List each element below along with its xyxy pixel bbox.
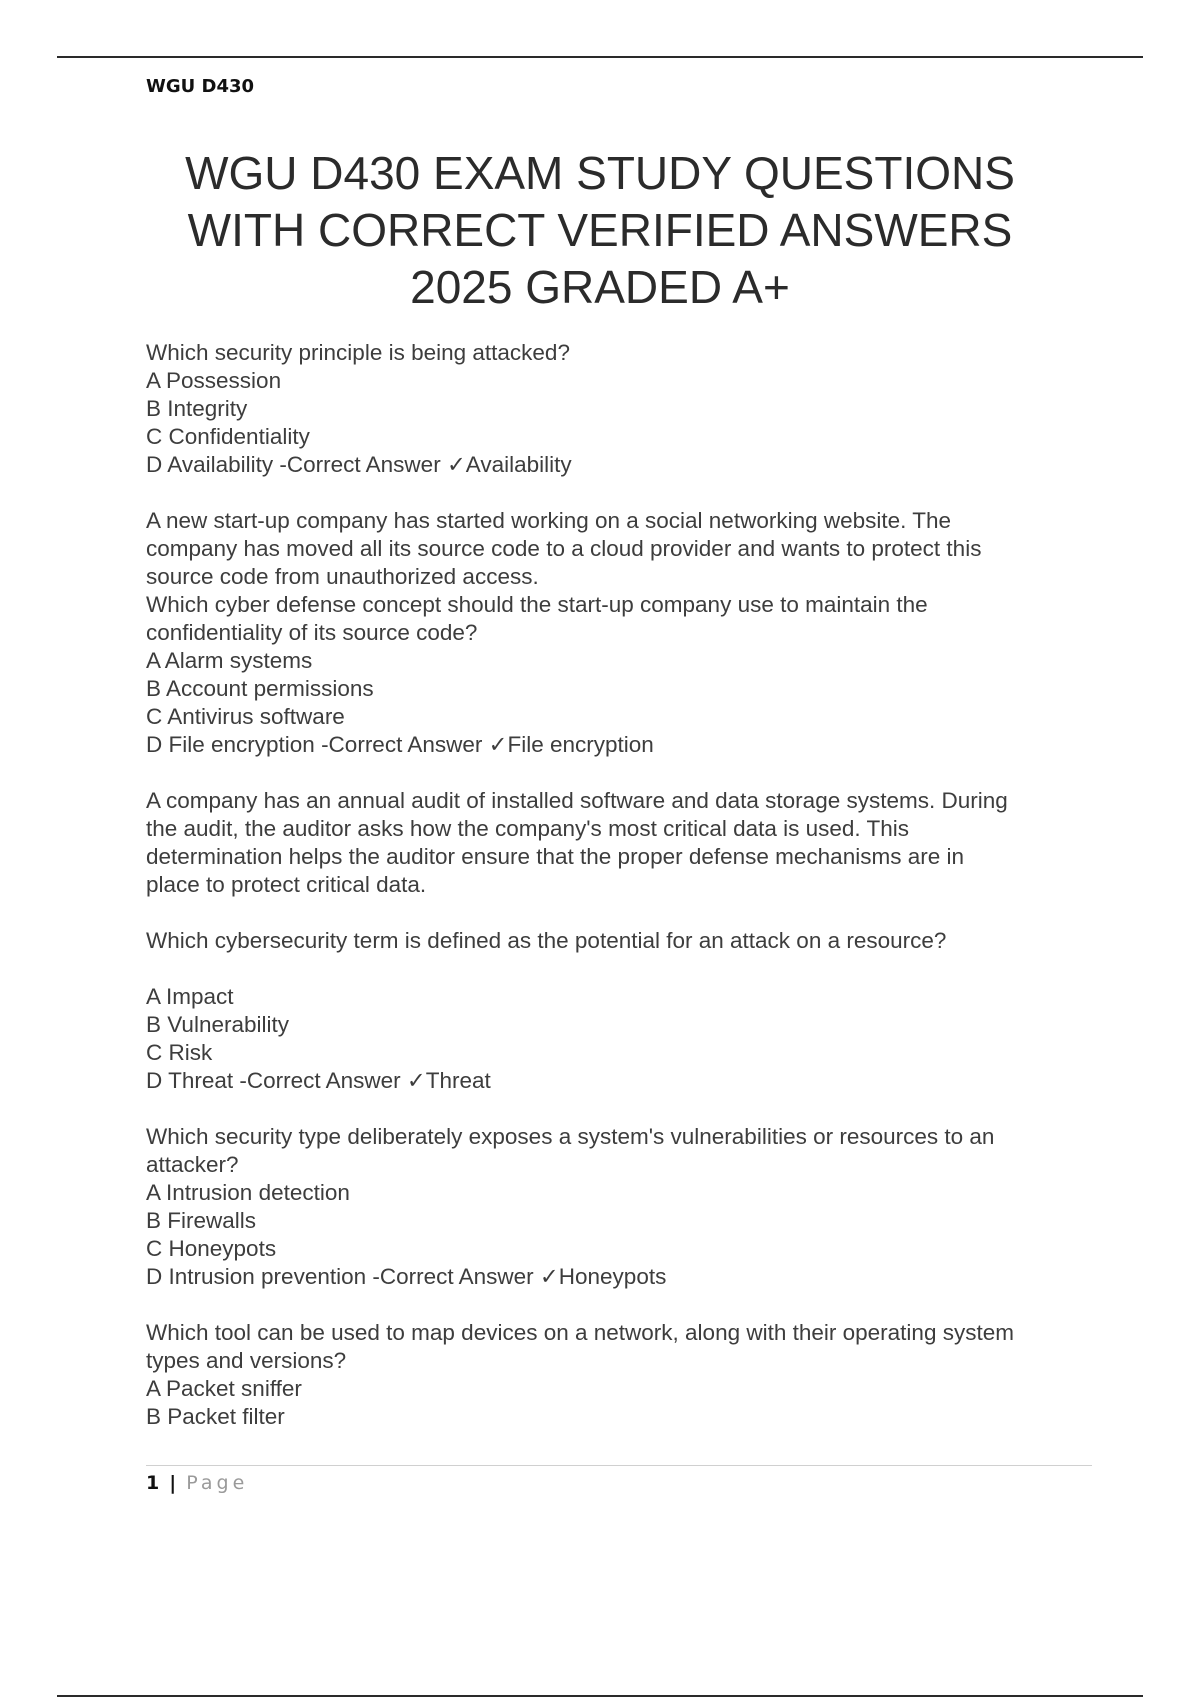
question-block	[146, 787, 1086, 1095]
answer-option: B Packet filter	[146, 1404, 285, 1429]
answer-option: C Honeypots	[146, 1236, 277, 1261]
question-block	[146, 339, 1086, 479]
page-bottom-rule	[57, 1695, 1143, 1697]
question-text: Which security type deliberately exposes a system's vulnerabilities or resources to an	[146, 1124, 995, 1149]
question-text: attacker?	[146, 1152, 239, 1177]
answer-option: B Vulnerability	[146, 1012, 289, 1037]
question-text: the audit, the auditor asks how the company's most critical data is used. This	[146, 816, 910, 841]
question-block	[146, 1319, 1086, 1431]
answer-option: C Confidentiality	[146, 424, 310, 449]
page-number: 1	[146, 1472, 160, 1494]
question-text: A new start-up company has started working on a social networking website. The	[146, 508, 952, 533]
question-text: A company has an annual audit of installed software and data storage systems. During	[146, 788, 1008, 813]
correct-answer-line: D File encryption -Correct Answer ✓File encryption	[146, 732, 654, 757]
answer-option: A Alarm systems	[146, 648, 313, 673]
correct-answer-line: D Threat -Correct Answer ✓Threat	[146, 1068, 491, 1093]
header-rule	[57, 56, 1143, 58]
question-text: Which cyber defense concept should the start-up company use to maintain the	[146, 592, 928, 617]
question-text: Which tool can be used to map devices on a network, along with their operating system	[146, 1320, 1014, 1345]
question-block	[146, 1123, 1086, 1291]
page-footer	[146, 1472, 248, 1494]
question-text: Which security principle is being attacked?	[146, 340, 570, 365]
question-text: company has moved all its source code to a cloud provider and wants to protect this	[146, 536, 982, 561]
paragraph-gap	[146, 899, 1086, 927]
answer-option: C Risk	[146, 1040, 213, 1065]
answer-option: A Packet sniffer	[146, 1376, 302, 1401]
running-header: WGU D430	[146, 76, 255, 97]
paragraph-gap	[146, 955, 1086, 983]
question-text: determination helps the auditor ensure that the proper defense mechanisms are in	[146, 844, 964, 869]
answer-option: A Impact	[146, 984, 234, 1009]
answer-option: B Firewalls	[146, 1208, 257, 1233]
answer-option: B Account permissions	[146, 676, 374, 701]
question-block	[146, 507, 1086, 759]
question-text: Which cybersecurity term is defined as the potential for an attack on a resource?	[146, 928, 947, 953]
title-line: WGU D430 EXAM STUDY QUESTIONS	[185, 147, 1015, 199]
title-line: WITH CORRECT VERIFIED ANSWERS	[187, 204, 1013, 256]
document-body	[146, 339, 1086, 1459]
question-text: place to protect critical data.	[146, 872, 427, 897]
answer-option: A Intrusion detection	[146, 1180, 350, 1205]
footer-separator: |	[169, 1472, 177, 1494]
question-text: confidentiality of its source code?	[146, 620, 478, 645]
title-line: 2025 GRADED A+	[410, 261, 790, 313]
question-text: source code from unauthorized access.	[146, 564, 539, 589]
answer-option: C Antivirus software	[146, 704, 345, 729]
correct-answer-line: D Availability -Correct Answer ✓Availability	[146, 452, 572, 477]
page-label: Page	[186, 1472, 249, 1494]
document-title	[146, 145, 1054, 316]
question-text: types and versions?	[146, 1348, 347, 1373]
answer-option: A Possession	[146, 368, 282, 393]
answer-option: B Integrity	[146, 396, 248, 421]
footer-rule	[146, 1465, 1092, 1466]
correct-answer-line: D Intrusion prevention -Correct Answer ✓Honeypots	[146, 1264, 667, 1289]
